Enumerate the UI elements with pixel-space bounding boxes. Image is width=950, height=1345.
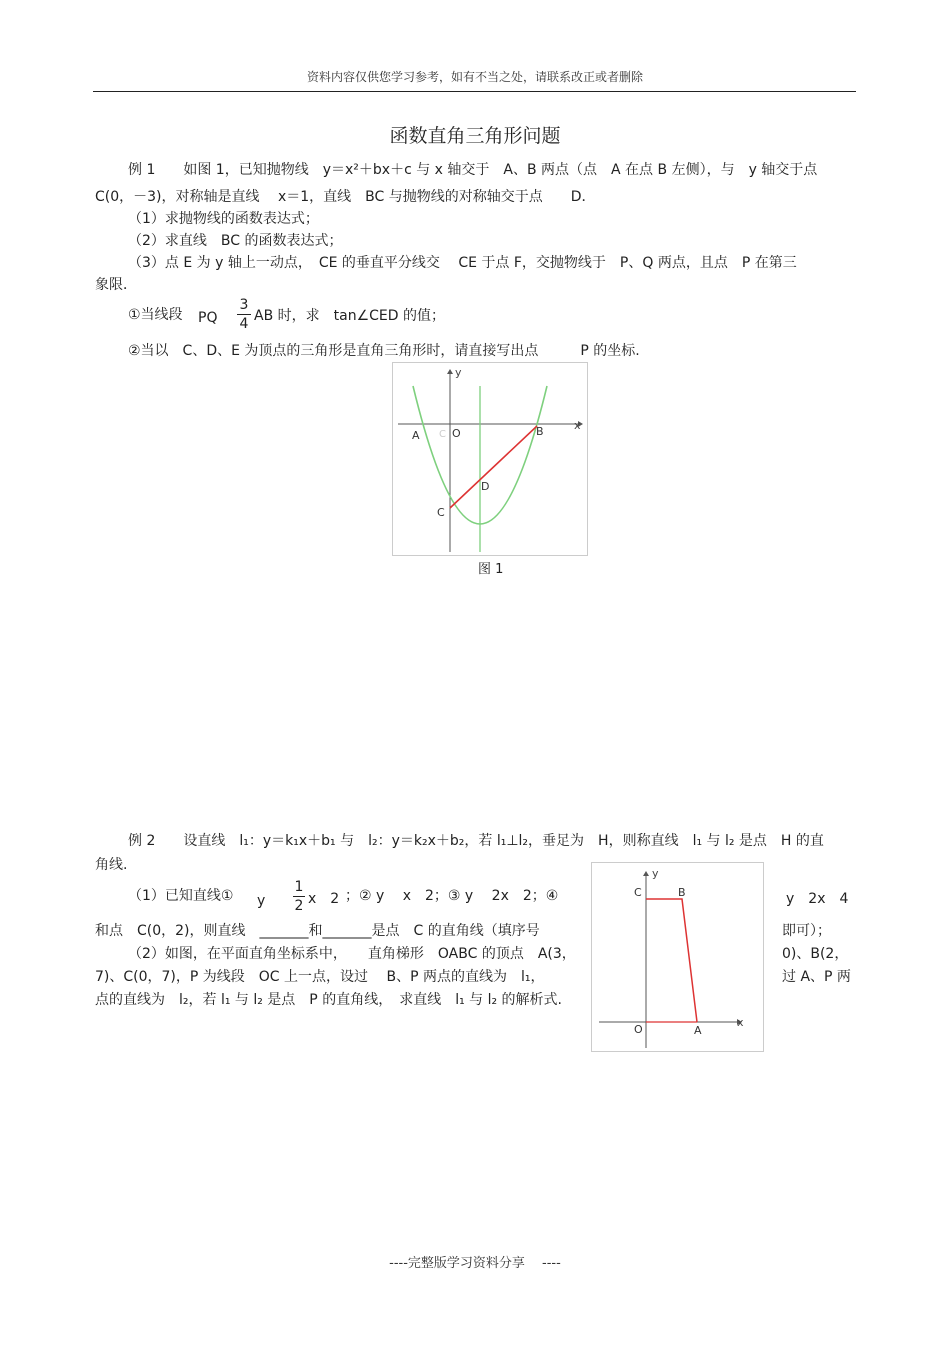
ex1-line1: 例 1 如图 1，已知抛物线 y＝x²＋bx＋c 与 x 轴交于 A、B 两点（点 A 在点 B 左侧），与 y 轴交于点 [128,162,818,178]
fraction-denominator: 4 [239,316,249,332]
label-c: C [437,506,445,519]
segment-bc [450,426,537,508]
ex2-fraction [293,879,305,914]
figure-2-trapezoid [591,862,764,1052]
ex2-q1-line2-right: 即可）； [782,923,831,939]
label-d: D [481,480,490,493]
ex2-q1-rest: ；② y x 2；③ y 2x 2；④ [345,888,559,904]
fraction-denominator: 2 [294,898,304,914]
ex2-q1-right: y 2x 4 [786,891,849,907]
ex2-q1-term1: x 2 [308,891,340,907]
ex2-q2-line2-right: 过 A、P 两 [782,969,851,985]
label-y: y [652,867,659,880]
ex1-line2: C(0，－3)，对称轴是直线 x＝1，直线 BC 与抛物线的对称轴交于点 D． [95,189,596,205]
ex1-q3-line1: （3）点 E 为 y 轴上一动点， CE 的垂直平分线交 CE 于点 F，交抛物线于 P、Q 两点，且点 P 在第三 [128,255,797,271]
ex2-q1-prefix: （1）已知直线① [128,888,234,904]
y-axis-arrow [447,369,453,374]
ex1-sub1-prefix: ①当线段 [128,307,183,323]
label-a: A [412,429,420,442]
ex2-q1-line2: 和点 C(0，2)，则直线 _______和_______是点 C 的直角线（填序号 [95,923,540,939]
label-c: C [634,886,642,899]
ex2-q1-y: y [257,893,266,909]
ex2-line1: 例 2 设直线 l₁：y＝k₁x＋b₁ 与 l₂：y＝k₂x＋b₂，若 l₁⊥l₂，垂足为 H，则称直线 l₁ 与 l₂ 是点 H 的直 [128,833,824,849]
label-a: A [694,1024,702,1037]
ex1-q1: （1）求抛物线的函数表达式； [128,211,319,227]
page-header: 资料内容仅供您学习参考，如有不当之处，请联系改正或者删除 [306,70,643,84]
page-title: 函数直角三角形问题 [389,125,561,147]
fraction-numerator: 1 [294,879,304,895]
label-o: O [634,1023,643,1036]
ex1-sub1-suffix: AB 时，求 tan∠CED 的值； [254,308,445,324]
ex1-sub1-pq: PQ [198,310,218,326]
page-footer: ----完整版学习资料分享 ---- [389,1256,561,1271]
ex1-q2: （2）求直线 BC 的函数表达式； [128,233,343,249]
ex1-q3-line2: 象限． [95,277,137,293]
ex2-q2-line1-right: 0)、B(2， [782,946,849,962]
label-b: B [536,425,544,438]
ex2-q2-line1: （2）如图，在平面直角坐标系中， 直角梯形 OABC 的顶点 A(3， [128,946,576,962]
y-axis-arrow [643,871,649,876]
label-x: x [737,1016,744,1029]
label-faint-c: C [439,429,446,440]
ex2-line2: 角线. [95,857,128,873]
ex2-q2-line2: 7)、C(0，7)，P 为线段 OC 上一点，设过 B、P 两点的直线为 l₁， [95,969,545,985]
label-x: x [574,419,581,432]
label-o: O [452,427,461,440]
ex2-q2-line3: 点的直线为 l₂，若 l₁ 与 l₂ 是点 P 的直角线， 求直线 l₁ 与 l₂ 的解析式. [95,992,563,1008]
figure-1-caption: 图 1 [478,562,504,577]
label-b: B [678,886,686,899]
trapezoid-edges-cba [646,899,697,1022]
figure-1-parabola [392,362,588,556]
header-rule [93,91,856,92]
fraction-numerator: 3 [239,297,249,313]
ex1-fraction [237,297,251,332]
label-y: y [455,366,462,379]
ex1-sub2: ②当以 C、D、E 为顶点的三角形是直角三角形时，请直接写出点 P 的坐标. [128,343,640,359]
